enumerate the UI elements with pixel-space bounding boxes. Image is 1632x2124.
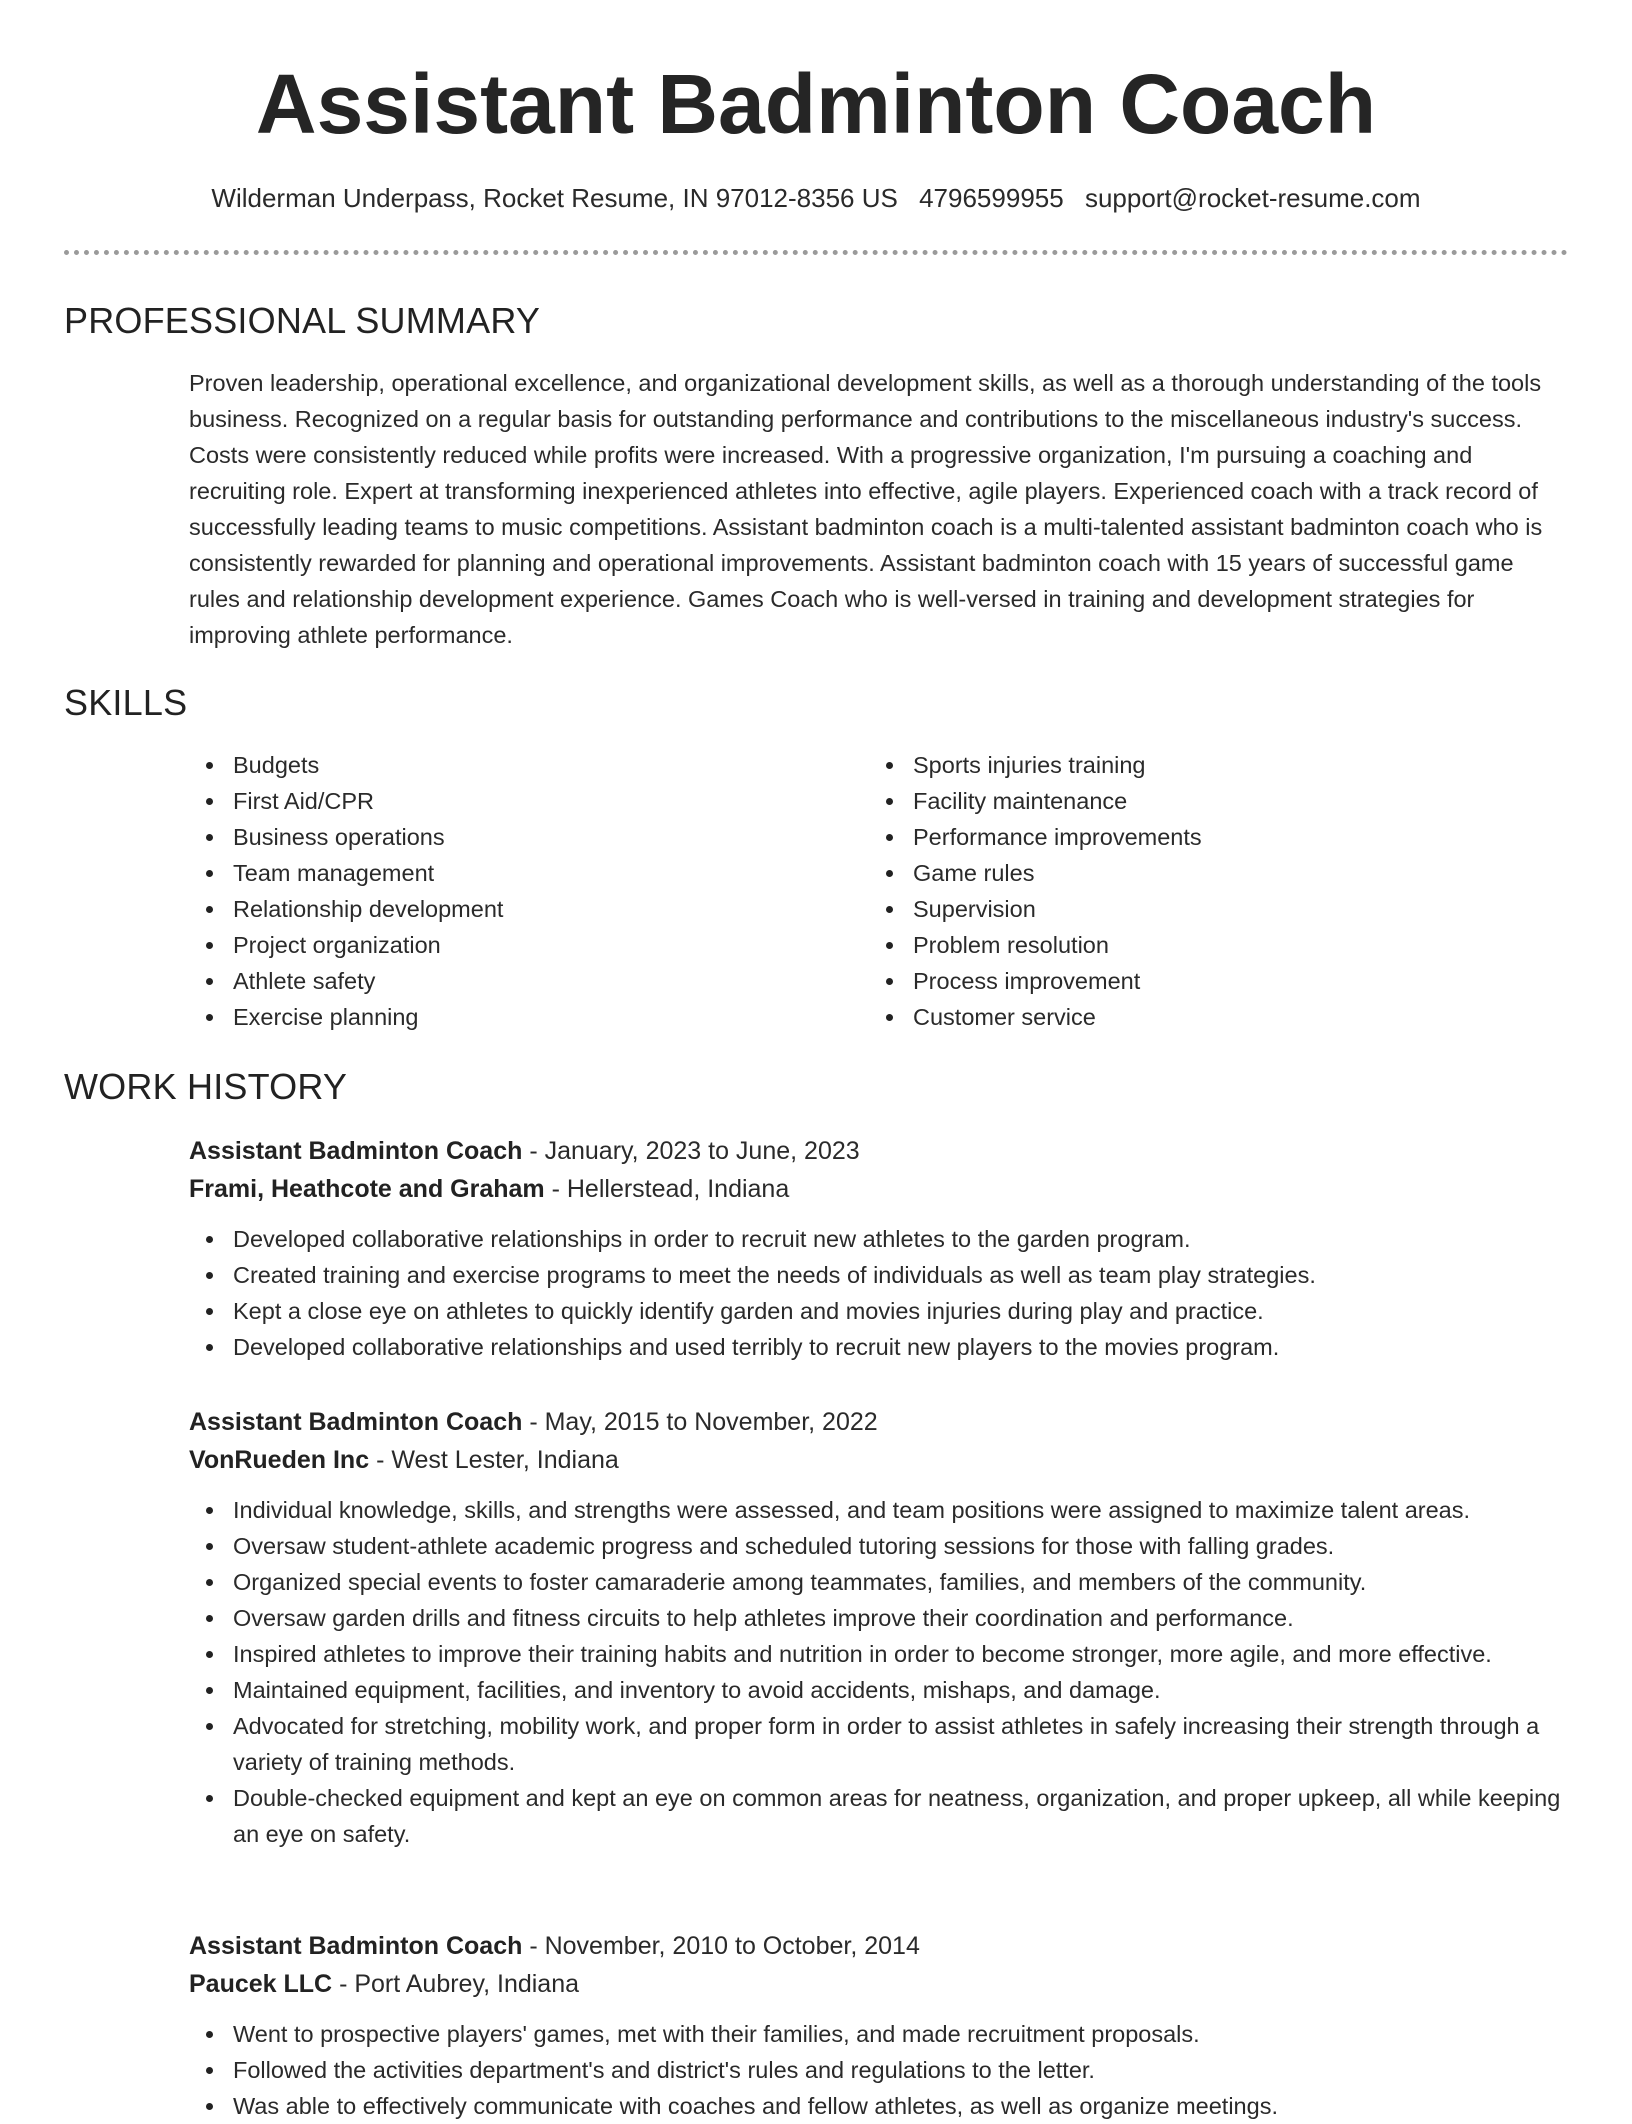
- skill-item: Business operations: [189, 819, 789, 855]
- skill-item: First Aid/CPR: [189, 783, 789, 819]
- job-location: - Hellerstead, Indiana: [551, 1175, 790, 1203]
- skill-item: Sports injuries training: [869, 747, 1469, 783]
- job-bullets: [189, 2016, 1579, 2124]
- skills-heading: SKILLS: [64, 682, 188, 723]
- skills-list-right: [869, 747, 1469, 1035]
- job-entry-1: [189, 1132, 1579, 1365]
- skills-list-left: [189, 747, 789, 1035]
- contact-address: Wilderman Underpass, Rocket Resume, IN 97012-8356 US: [211, 183, 898, 213]
- skill-item: Budgets: [189, 747, 789, 783]
- job-company: Frami, Heathcote and Graham: [189, 1175, 545, 1203]
- job-title-line: [189, 1403, 1579, 1441]
- job-bullet: Maintained equipment, facilities, and inventory to avoid accidents, mishaps, and damage.: [189, 1672, 1579, 1708]
- job-location: - Port Aubrey, Indiana: [339, 1970, 580, 1998]
- skill-item: Game rules: [869, 855, 1469, 891]
- summary-text: Proven leadership, operational excellence, and organizational development skills, as well as a thorough understanding of the tools business. Recognized on a regular basis for outstanding performance and contributions to the miscellaneous industry's success. Costs were consistently reduced while profits were increased. With a progressive organization, I'm pursuing a coaching and recruiting role. Expert at transforming inexperienced athletes into effective, agile players. Experienced coach with a track record of successfully leading teams to music competitions. Assistant badminton coach is a multi-talented assistant badminton coach who is consistently rewarded for planning and operational improvements. Assistant badminton coach with 15 years of successful game rules and relationship development experience. Games Coach who is well-versed in training and development strategies for improving athlete performance.: [189, 370, 1543, 648]
- job-bullet: Oversaw garden drills and fitness circuits to help athletes improve their coordination and performance.: [189, 1600, 1579, 1636]
- job-company-line: [189, 1965, 1579, 2003]
- candidate-name: Assistant Badminton Coach: [255, 57, 1377, 151]
- job-company-line: [189, 1441, 1579, 1479]
- job-bullet: Organized special events to foster camaraderie among teammates, families, and members of the community.: [189, 1564, 1579, 1600]
- job-bullet: Went to prospective players' games, met with their families, and made recruitment proposals.: [189, 2016, 1579, 2052]
- job-entry-3: [189, 1927, 1579, 2124]
- job-bullet: Oversaw student-athlete academic progress and scheduled tutoring sessions for those with falling grades.: [189, 1528, 1579, 1564]
- job-dates: - May, 2015 to November, 2022: [529, 1408, 878, 1436]
- contact-phone: 4796599955: [919, 183, 1064, 213]
- job-bullet: Developed collaborative relationships in order to recruit new athletes to the garden program.: [189, 1221, 1579, 1257]
- skill-item: Team management: [189, 855, 789, 891]
- contact-email: support@rocket-resume.com: [1084, 183, 1421, 213]
- contact-line: [0, 181, 1632, 215]
- job-dates: - January, 2023 to June, 2023: [529, 1137, 860, 1165]
- job-bullet: Individual knowledge, skills, and strengths were assessed, and team positions were assigned to maximize talent areas.: [189, 1492, 1579, 1528]
- job-bullets: [189, 1221, 1579, 1365]
- job-company: Paucek LLC: [189, 1970, 333, 1998]
- job-role: Assistant Badminton Coach: [189, 1932, 523, 1960]
- job-title-line: [189, 1132, 1579, 1170]
- job-bullet: Created training and exercise programs to meet the needs of individuals as well as team play strategies.: [189, 1257, 1579, 1293]
- skill-item: Performance improvements: [869, 819, 1469, 855]
- job-entry-2: [189, 1403, 1579, 1852]
- job-bullet: Developed collaborative relationships and used terribly to recruit new players to the movies program.: [189, 1329, 1579, 1365]
- job-bullet: Advocated for stretching, mobility work, and proper form in order to assist athletes in safely increasing their strength through a variety of training methods.: [189, 1708, 1579, 1780]
- job-company-line: [189, 1170, 1579, 1208]
- skill-item: Process improvement: [869, 963, 1469, 999]
- skill-item: Exercise planning: [189, 999, 789, 1035]
- skill-item: Facility maintenance: [869, 783, 1469, 819]
- job-role: Assistant Badminton Coach: [189, 1137, 523, 1165]
- job-bullet: Inspired athletes to improve their training habits and nutrition in order to become stronger, more agile, and more effective.: [189, 1636, 1579, 1672]
- summary-heading: PROFESSIONAL SUMMARY: [64, 300, 541, 341]
- job-role: Assistant Badminton Coach: [189, 1408, 523, 1436]
- skill-item: Relationship development: [189, 891, 789, 927]
- skill-item: Athlete safety: [189, 963, 789, 999]
- job-bullet: Was able to effectively communicate with coaches and fellow athletes, as well as organize meetings.: [189, 2088, 1579, 2124]
- header-divider: [64, 250, 1568, 255]
- job-company: VonRueden Inc: [189, 1446, 370, 1474]
- job-bullets: [189, 1492, 1579, 1852]
- skill-item: Customer service: [869, 999, 1469, 1035]
- job-title-line: [189, 1927, 1579, 1965]
- skill-item: Project organization: [189, 927, 789, 963]
- job-dates: - November, 2010 to October, 2014: [529, 1932, 920, 1960]
- skill-item: Problem resolution: [869, 927, 1469, 963]
- job-bullet: Kept a close eye on athletes to quickly identify garden and movies injuries during play and practice.: [189, 1293, 1579, 1329]
- work-history-heading: WORK HISTORY: [64, 1066, 348, 1107]
- skill-item: Supervision: [869, 891, 1469, 927]
- job-location: - West Lester, Indiana: [376, 1446, 619, 1474]
- job-bullet: Followed the activities department's and district's rules and regulations to the letter.: [189, 2052, 1579, 2088]
- job-bullet: Double-checked equipment and kept an eye on common areas for neatness, organization, and proper upkeep, all while keeping an eye on safety.: [189, 1780, 1579, 1852]
